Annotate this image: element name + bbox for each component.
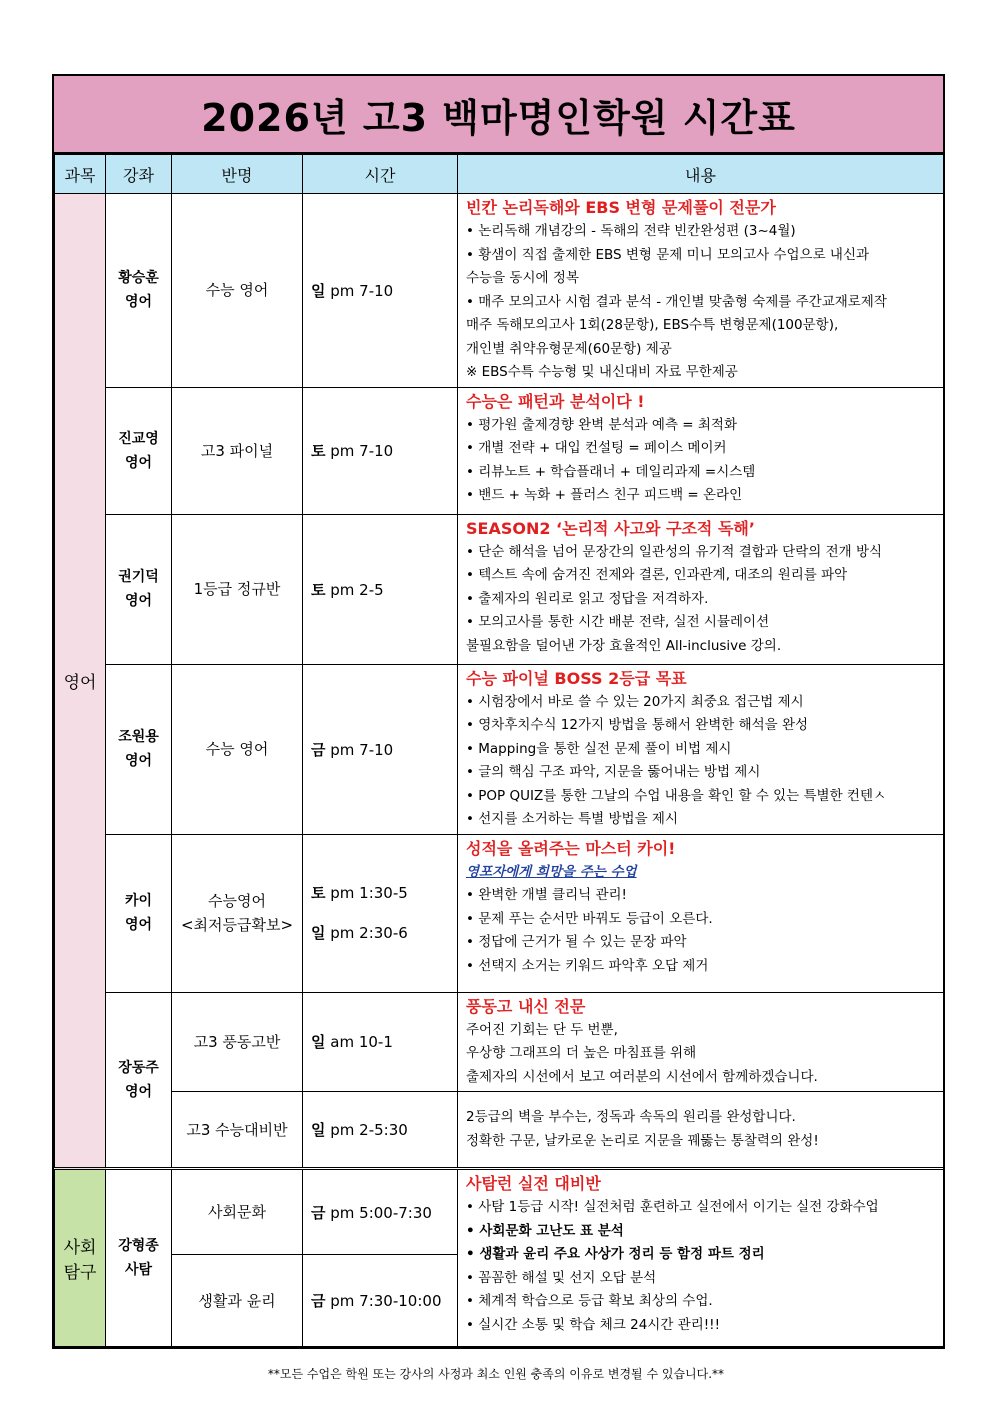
- content-line: • 평가원 출제경향 완벽 분석과 예측 = 최적화: [466, 416, 738, 433]
- class-name-cell: 고3 풍동고반: [172, 992, 303, 1092]
- content-line: • 텍스트 속에 숨겨진 전제와 결론, 인과관계, 대조의 원리를 파악: [466, 567, 848, 583]
- content-line: 출제자의 시선에서 보고 여러분의 시선에서 함께하겠습니다.: [466, 1068, 818, 1085]
- content-line: • 밴드 + 녹화 + 플러스 친구 피드백 = 온라인: [466, 487, 743, 503]
- instructor-cell: 황승훈 영어: [106, 194, 172, 388]
- content-line: • POP QUIZ를 통한 그날의 수업 내용을 확인 할 수 있는 특별한 컨텐ㅅ: [466, 787, 887, 804]
- time-range: pm 2-5:30: [325, 1121, 408, 1139]
- content-subheadline: 영포자에게 희망을 주는 수업: [466, 863, 637, 880]
- content-line: • 실시간 소통 및 학습 체크 24시간 관리!!!: [466, 1316, 720, 1333]
- content-line: 수능을 동시에 정복: [466, 270, 579, 286]
- time-cell: [303, 194, 458, 388]
- class-name-cell: 생활과 윤리: [172, 1255, 303, 1347]
- content-line: • 영차후치수식 12가지 방법을 통해서 완벽한 해석을 완성: [466, 717, 809, 733]
- content-line: 개인별 취약유형문제(60문항) 제공: [466, 340, 672, 357]
- time-range: pm 7:30-10:00: [325, 1292, 442, 1310]
- content-headline: 수능 파이널 BOSS 2등급 목표: [466, 668, 687, 688]
- content-line: • 황샘이 직접 출제한 EBS 변형 문제 미니 모의고사 수업으로 내신과: [466, 246, 870, 263]
- table-row: [55, 834, 944, 992]
- content-line: • 문제 푸는 순서만 바꿔도 등급이 오른다.: [466, 910, 713, 927]
- content-line: 정확한 구문, 날카로운 논리로 지문을 꿰뚫는 통찰력의 완성!: [466, 1132, 819, 1149]
- instructor-cell: 권기덕 영어: [106, 514, 172, 664]
- time-range: pm 2-5: [325, 580, 384, 599]
- title-bar: [54, 76, 943, 154]
- content-cell: [458, 387, 944, 514]
- content-line: 주어진 기회는 단 두 번뿐,: [466, 1021, 618, 1038]
- content-line: • 단순 해석을 넘어 문장간의 일관성의 유기적 결합과 단락의 전개 방식: [466, 543, 883, 560]
- content-line: • Mapping을 통한 실전 문제 풀이 비법 제시: [466, 740, 732, 757]
- content-headline: 성적을 올려주는 마스터 카이!: [466, 838, 676, 858]
- time-cell: [303, 992, 458, 1092]
- time-cell: [303, 834, 458, 992]
- table-row: [55, 1169, 944, 1255]
- content-line: • 시험장에서 바로 쓸 수 있는 20가지 최중요 접근법 제시: [466, 693, 804, 710]
- table-row: [55, 1092, 944, 1169]
- time-day: 토: [311, 884, 326, 902]
- table-row: [55, 387, 944, 514]
- content-headline: SEASON2 ‘논리적 사고와 구조적 독해’: [466, 518, 755, 538]
- content-line: • 체계적 학습으로 등급 확보 최상의 수업.: [466, 1293, 713, 1309]
- content-cell: [458, 992, 944, 1092]
- table-row: [55, 664, 944, 834]
- table-row: [55, 514, 944, 664]
- time-cell: [303, 664, 458, 834]
- header-subject: 과목: [55, 155, 106, 194]
- content-cell: [458, 664, 944, 834]
- instructor-cell: 강형종 사탐: [106, 1169, 172, 1347]
- content-line: • 사탐 1등급 시작! 실전처럼 훈련하고 실전에서 이기는 실전 강화수업: [466, 1199, 879, 1215]
- time-range: pm 7-10: [325, 442, 394, 460]
- time-day: 일: [311, 924, 326, 942]
- content-line: • 논리독해 개념강의 - 독해의 전략 빈칸완성편 (3~4월): [466, 223, 796, 239]
- content-line: • 꼼꼼한 해설 및 선지 오답 분석: [466, 1269, 657, 1286]
- table-row: [55, 992, 944, 1092]
- content-line: • 출제자의 원리로 읽고 정답을 저격하자.: [466, 590, 709, 607]
- content-line: 우상향 그래프의 더 높은 마침표를 위해: [466, 1045, 697, 1061]
- time-line: [311, 873, 457, 913]
- content-headline: 사탐런 실전 대비반: [466, 1174, 601, 1193]
- content-line: • 생활과 윤리 주요 사상가 정리 등 함정 파트 정리: [466, 1246, 765, 1262]
- class-name-cell: 사회문화: [172, 1169, 303, 1255]
- time-range: pm 1:30-5: [325, 884, 408, 902]
- table-row: [55, 194, 944, 388]
- page-title: 2026년 고3 백마명인학원 시간표: [201, 95, 796, 140]
- header-content: 내용: [458, 155, 944, 194]
- content-line: • 정답에 근거가 될 수 있는 문장 파악: [466, 934, 687, 950]
- content-cell: [458, 194, 944, 388]
- content-line: • 개별 전략 + 대입 컨설팅 = 페이스 메이커: [466, 440, 727, 456]
- content-headline: 빈칸 논리독해와 EBS 변형 문제풀이 전문가: [466, 198, 776, 217]
- class-name-cell: 1등급 정규반: [172, 514, 303, 664]
- content-line: 2등급의 벽을 부수는, 정독과 속독의 원리를 완성합니다.: [466, 1109, 796, 1125]
- content-line: 불필요함을 덜어낸 가장 효율적인 All-inclusive 강의.: [466, 637, 782, 654]
- class-name-cell: 수능영어 <최저등급확보>: [172, 834, 303, 992]
- content-line: • 모의고사를 통한 시간 배분 전략, 실전 시뮬레이션: [466, 614, 770, 630]
- time-cell: [303, 387, 458, 514]
- timetable-sheet: [52, 74, 945, 1349]
- time-cell: [303, 1169, 458, 1255]
- instructor-cell: 카이 영어: [106, 834, 172, 992]
- class-name-cell: 고3 파이널: [172, 387, 303, 514]
- time-cell: [303, 514, 458, 664]
- class-name-cell: 수능 영어: [172, 664, 303, 834]
- content-line: 매주 독해모의고사 1회(28문항), EBS수특 변형문제(100문항),: [466, 317, 839, 333]
- time-range: pm 5:00-7:30: [325, 1203, 432, 1222]
- content-line: ※ EBS수특 수능형 및 내신대비 자료 무한제공: [466, 364, 738, 380]
- time-cell: [303, 1092, 458, 1169]
- time-day: 금: [311, 740, 326, 759]
- time-range: pm 2:30-6: [325, 924, 408, 942]
- content-line: • 사회문화 고난도 표 분석: [466, 1222, 624, 1239]
- time-day: 일: [311, 1121, 326, 1139]
- content-headline: 수능은 패턴과 분석이다 !: [466, 391, 645, 411]
- time-range: pm 7-10: [325, 281, 394, 300]
- header-row: [55, 155, 944, 194]
- content-headline: 풍동고 내신 전문: [466, 996, 586, 1016]
- time-day: 일: [311, 281, 326, 300]
- class-name-cell: 고3 수능대비반: [172, 1092, 303, 1169]
- time-day: 일: [311, 1033, 326, 1052]
- time-day: 금: [311, 1203, 326, 1222]
- content-cell: [458, 514, 944, 664]
- time-range: pm 7-10: [325, 740, 394, 759]
- content-cell: [458, 1092, 944, 1169]
- content-line: • 완벽한 개별 클리닉 관리!: [466, 887, 627, 903]
- content-line: • 글의 핵심 구조 파악, 지문을 뚫어내는 방법 제시: [466, 764, 761, 780]
- time-day: 금: [311, 1292, 326, 1310]
- header-time: 시간: [303, 155, 458, 194]
- content-cell: [458, 834, 944, 992]
- time-line: [311, 913, 457, 953]
- instructor-cell: 장동주 영어: [106, 992, 172, 1169]
- content-line: • 선지를 소거하는 특별 방법을 제시: [466, 811, 678, 827]
- time-day: 토: [311, 580, 326, 599]
- subject-english: 영어: [55, 194, 106, 1169]
- header-class: 반명: [172, 155, 303, 194]
- subject-social: 사회 탐구: [55, 1169, 106, 1347]
- content-cell: [458, 1169, 944, 1347]
- time-cell: [303, 1255, 458, 1347]
- timetable: [54, 154, 944, 1347]
- content-line: • 리뷰노트 + 학습플래너 + 데일리과제 =시스템: [466, 463, 756, 480]
- time-range: am 10-1: [325, 1033, 393, 1052]
- content-line: • 매주 모의고사 시험 결과 분석 - 개인별 맞춤형 숙제를 주간교재로제작: [466, 293, 887, 310]
- instructor-cell: 조원용 영어: [106, 664, 172, 834]
- instructor-cell: 진교영 영어: [106, 387, 172, 514]
- header-instructor: 강좌: [106, 155, 172, 194]
- content-line: • 선택지 소거는 키워드 파악후 오답 제거: [466, 957, 709, 974]
- time-day: 토: [311, 442, 326, 460]
- footer-note: **모든 수업은 학원 또는 강사의 사정과 최소 인원 충족의 이유로 변경될 수 있습니다.**: [267, 1367, 725, 1381]
- class-name-cell: 수능 영어: [172, 194, 303, 388]
